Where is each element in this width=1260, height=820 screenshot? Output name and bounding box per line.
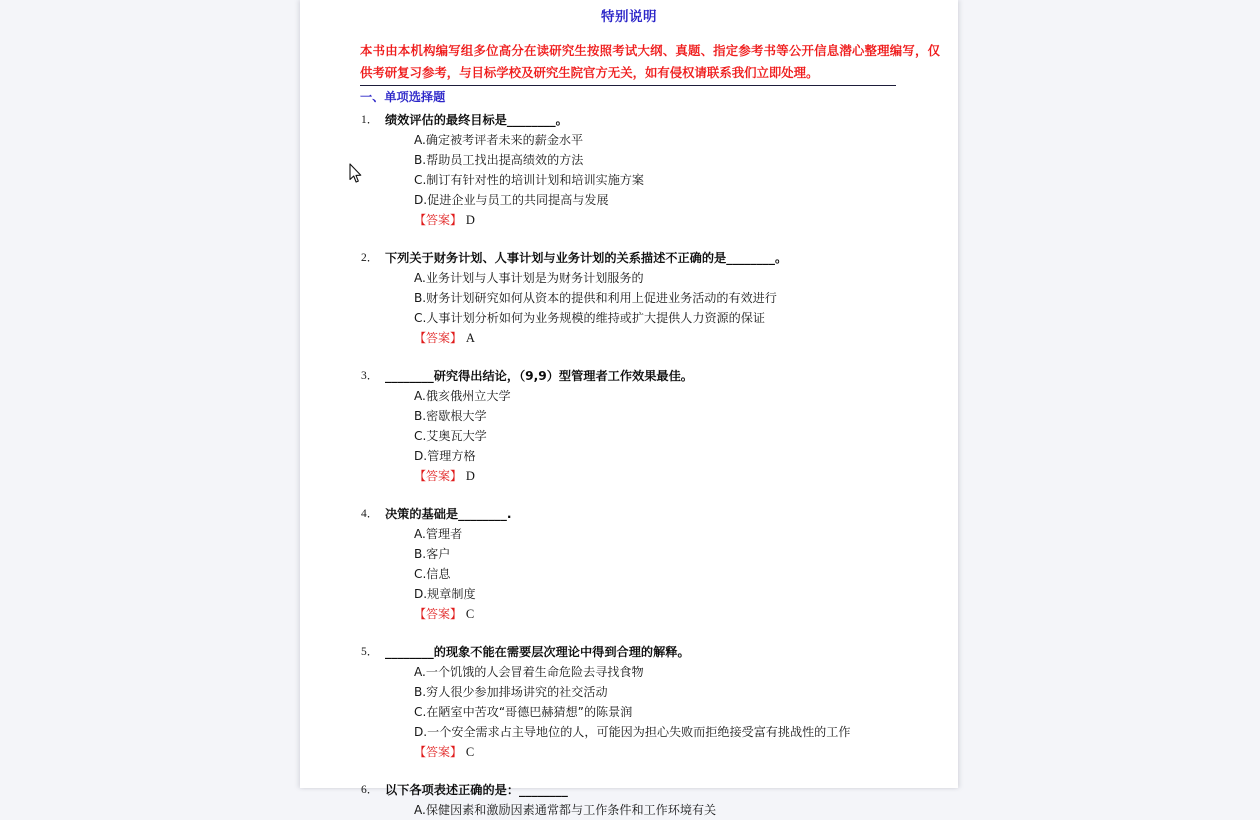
question-stem: 以下各项表述正确的是：________ — [385, 783, 568, 797]
questions-list — [300, 106, 958, 820]
option-item[interactable]: C.信息 — [414, 567, 451, 581]
notice-block — [300, 25, 958, 86]
section-heading: 一、单项选择题 — [360, 90, 446, 104]
option-item[interactable]: A.管理者 — [414, 527, 463, 541]
question-number: 1． — [361, 114, 379, 126]
notice-text: 本书由本机构编写组多位高分在读研究生按照考试大纲、真题、指定参考书等公开信息潜心整理编写，仅供考研复习参考，与目标学校及研究生院官方无关，如有侵权请联系我们立即处理。 — [360, 43, 940, 80]
option-item[interactable]: B.帮助员工找出提高绩效的方法 — [414, 153, 584, 167]
option-item[interactable]: A.确定被考评者未来的薪金水平 — [414, 133, 584, 147]
question-head — [300, 504, 940, 524]
option-list — [300, 524, 940, 604]
answer-label: 【答案】 — [414, 213, 463, 227]
question-number: 5． — [361, 646, 379, 658]
question-block — [300, 504, 940, 624]
question-stem: ________的现象不能在需要层次理论中得到合理的解释。 — [385, 645, 690, 659]
option-item[interactable]: D.规章制度 — [414, 587, 476, 601]
question-stem: 决策的基础是________. — [385, 507, 512, 521]
option-item[interactable]: B.穷人很少参加排场讲究的社交活动 — [414, 685, 608, 699]
question-number: 6． — [361, 784, 379, 796]
question-stem: 绩效评估的最终目标是________。 — [385, 113, 568, 127]
answer-value: D — [465, 469, 475, 483]
answer-line — [300, 466, 940, 486]
option-item[interactable]: D.一个安全需求占主导地位的人，可能因为担心失败而拒绝接受富有挑战性的工作 — [414, 725, 851, 739]
page-content — [300, 0, 958, 817]
option-item[interactable]: C.艾奥瓦大学 — [414, 429, 487, 443]
answer-line — [300, 210, 940, 230]
answer-line — [300, 328, 940, 348]
page-title: 特别说明 — [601, 9, 657, 25]
option-item[interactable]: D.促进企业与员工的共同提高与发展 — [414, 193, 609, 207]
question-head — [300, 366, 940, 386]
option-list — [300, 800, 940, 820]
question-stem: 下列关于财务计划、人事计划与业务计划的关系描述不正确的是________。 — [385, 251, 788, 265]
option-list — [300, 386, 940, 466]
answer-value: C — [465, 607, 475, 621]
question-block — [300, 110, 940, 230]
option-item[interactable]: C.在陋室中苦攻“哥德巴赫猜想”的陈景润 — [414, 705, 633, 719]
answer-label: 【答案】 — [414, 469, 463, 483]
question-block — [300, 780, 940, 820]
question-head — [300, 110, 940, 130]
option-list — [300, 130, 940, 210]
question-block — [300, 642, 940, 762]
question-stem: ________研究得出结论，（9,9）型管理者工作效果最佳。 — [385, 369, 693, 383]
answer-value: C — [465, 745, 475, 759]
option-list — [300, 268, 940, 328]
question-head — [300, 780, 940, 800]
document-page — [300, 0, 958, 817]
answer-label: 【答案】 — [414, 607, 463, 621]
answer-value: A — [465, 331, 475, 345]
answer-label: 【答案】 — [414, 331, 463, 345]
answer-line — [300, 604, 940, 624]
question-head — [300, 642, 940, 662]
header-divider — [360, 85, 896, 86]
option-item[interactable]: C.人事计划分析如何为业务规模的维持或扩大提供人力资源的保证 — [414, 311, 765, 325]
answer-label: 【答案】 — [414, 745, 463, 759]
option-item[interactable]: A.业务计划与人事计划是为财务计划服务的 — [414, 271, 644, 285]
option-item[interactable]: D.管理方格 — [414, 449, 476, 463]
option-item[interactable]: B.客户 — [414, 547, 451, 561]
question-number: 4． — [361, 508, 379, 520]
option-list — [300, 662, 940, 742]
option-item[interactable]: A.保健因素和激励因素通常都与工作条件和工作环境有关 — [414, 803, 717, 817]
option-item[interactable]: B.财务计划研究如何从资本的提供和利用上促进业务活动的有效进行 — [414, 291, 777, 305]
question-block — [300, 366, 940, 486]
question-head — [300, 248, 940, 268]
option-item[interactable]: A.一个饥饿的人会冒着生命危险去寻找食物 — [414, 665, 644, 679]
answer-value: D — [465, 213, 475, 227]
question-number: 3． — [361, 370, 379, 382]
option-item[interactable]: C.制订有针对性的培训计划和培训实施方案 — [414, 173, 644, 187]
option-item[interactable]: A.俄亥俄州立大学 — [414, 389, 511, 403]
question-number: 2． — [361, 252, 379, 264]
question-block — [300, 248, 940, 348]
answer-line — [300, 742, 940, 762]
option-item[interactable]: B.密歇根大学 — [414, 409, 487, 423]
